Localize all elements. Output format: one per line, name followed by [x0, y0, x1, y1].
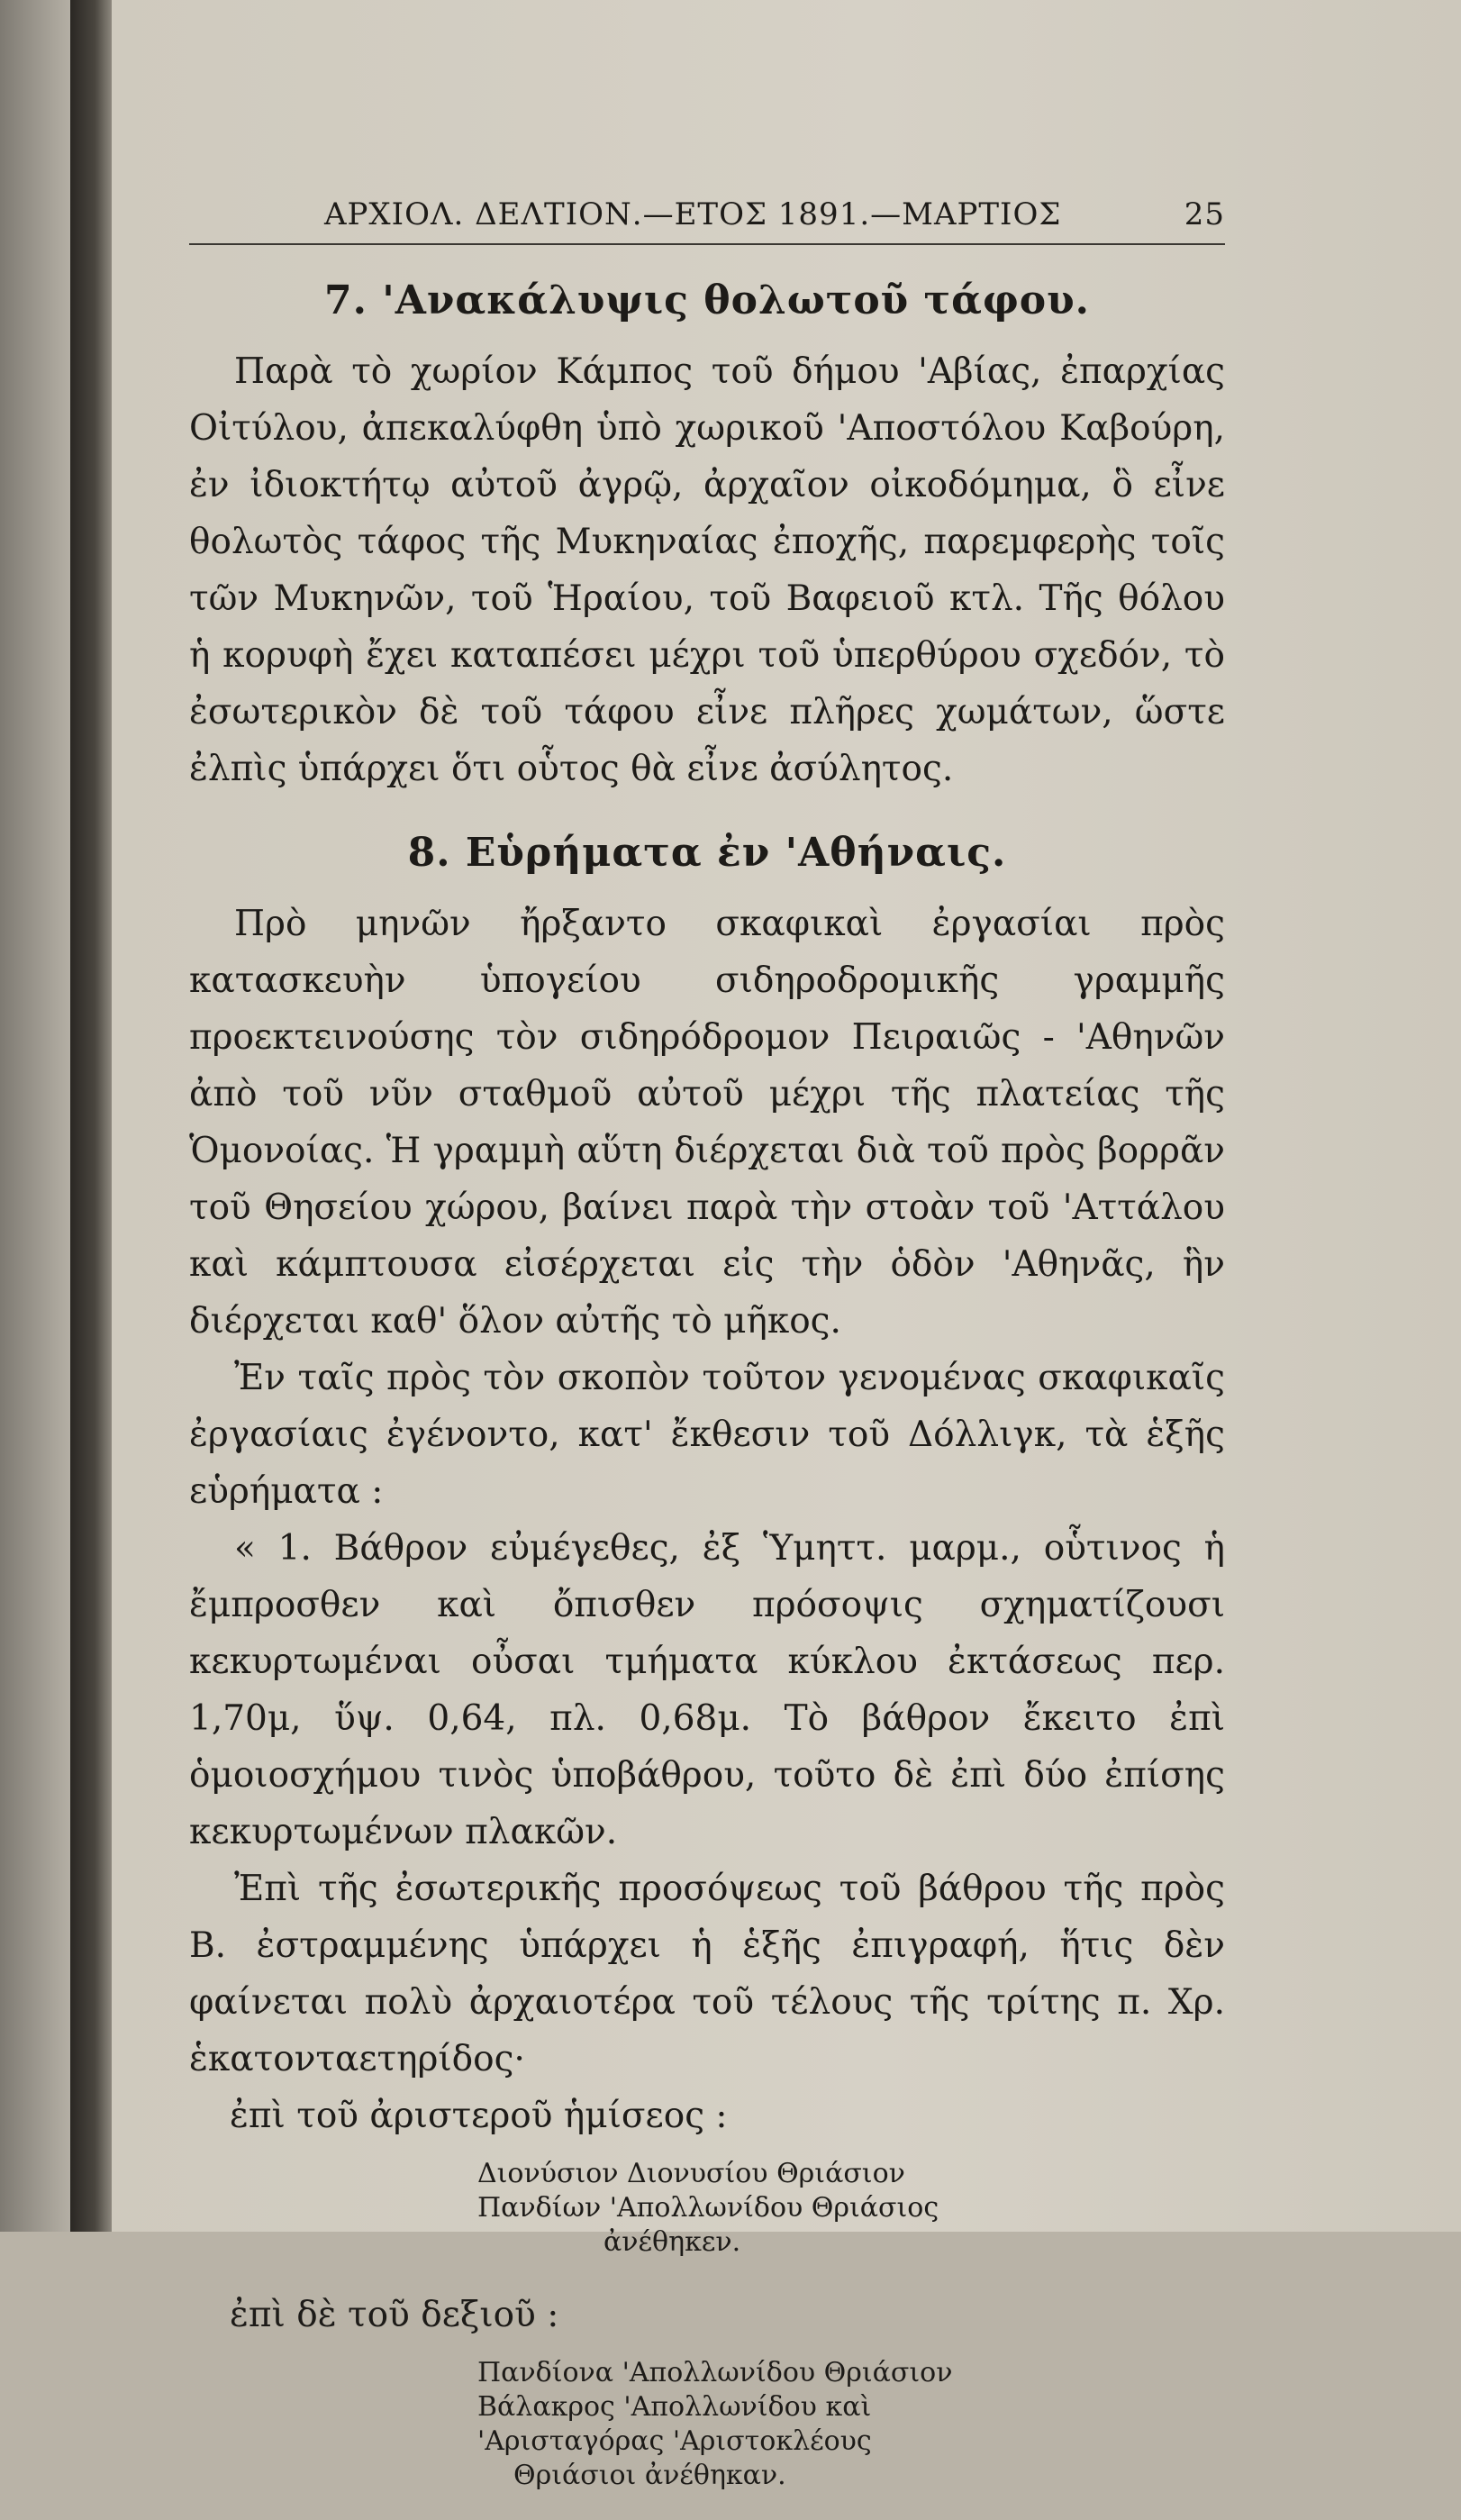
section-7-heading: 7. 'Ανακάλυψις θολωτοῦ τάφου. [323, 277, 1090, 323]
inscription-left-label: ἐπὶ τοῦ ἀριστεροῦ ἡμίσεος : [230, 2096, 728, 2136]
book-gutter [70, 0, 112, 2232]
inscription-right-line: Βάλακρος 'Απολλωνίδου καὶ [477, 2391, 872, 2423]
section-8-heading: 8. Εὑρήματα ἐν 'Αθήναις. [407, 830, 1007, 876]
running-head [189, 180, 1225, 245]
inscription-left-line: Διονύσιον Διονυσίου Θριάσιον [477, 2158, 905, 2189]
section-8-paragraph-1: Πρὸ μηνῶν ἤρξαντο σκαφικαὶ ἐργασίαι πρὸς κατασκευὴν ὑπογείου σιδηροδρομικῆς γραμμῆς προεκτεινούσης τὸν σιδηρόδρομον Πειραιῶς - 'Αθηνῶν ἀπὸ τοῦ νῦν σταθμοῦ αὐτοῦ μέχρι τῆς πλατείας τῆς Ὁμονοίας. Ἡ γραμμὴ αὕτη διέρχεται διὰ τοῦ πρὸς βορρᾶν τοῦ Θησείου χώρου, βαίνει παρὰ τὴν στοὰν τοῦ 'Αττάλου καὶ κάμπτουσα εἰσέρχεται εἰς τὴν ὁδὸν 'Αθηνᾶς, ἣν διέρχεται καθ' ὅλον αὐτῆς τὸ μῆκος. [189, 904, 1225, 1342]
inscription-left-line: ἀνέθηκεν. [603, 2226, 741, 2258]
inscription-right-line: 'Αρισταγόρας 'Αριστοκλέους [477, 2425, 872, 2457]
running-head-title: ΑΡΧΙΟΛ. ΔΕΛΤΙΟΝ.—ΕΤΟΣ 1891.—ΜΑΡΤΙΟΣ [324, 196, 1062, 232]
inscription-left-line: Πανδίων 'Απολλωνίδου Θριάσιος [477, 2192, 939, 2224]
section-8-paragraph-2: Ἐν ταῖς πρὸς τὸν σκοπὸν τοῦτον γενομένας σκαφικαῖς ἐργασίαις ἐγένοντο, κατ' ἔκθεσιν τοῦ Δόλλιγκ, τὰ ἑξῆς εὑρήματα : [189, 1358, 1225, 1512]
section-8-paragraph-4: Ἐπὶ τῆς ἐσωτερικῆς προσόψεως τοῦ βάθρου τῆς πρὸς Β. ἐστραμμένης ὑπάρχει ἡ ἑξῆς ἐπιγραφή, ἥτις δὲν φαίνεται πολὺ ἀρχαιοτέρα τοῦ τέλους τῆς τρίτης π. Χρ. ἑκατονταετηρίδος· [189, 1869, 1225, 2079]
section-8-paragraph-3: « 1. Βάθρον εὐμέγεθες, ἐξ Ὑμηττ. μαρμ., οὗτινος ἡ ἔμπροσθεν καὶ ὄπισθεν πρόσοψις σχηματίζουσι κεκυρτωμέναι οὖσαι τμήματα κύκλου ἐκτάσεως περ. 1,70μ, ὕψ. 0,64, πλ. 0,68μ. Τὸ βάθρον ἔκειτο ἐπὶ ὁμοιοσχήμου τινὸς ὑποβάθρου, τοῦτο δὲ ἐπὶ δύο ἐπίσης κεκυρτωμένων πλακῶν. [189, 1528, 1225, 1852]
page-content [189, 180, 1225, 2520]
inscription-left [189, 2157, 1225, 2260]
inscription-right-line: Θριάσιοι ἀνέθηκαν. [513, 2460, 786, 2491]
section-7-paragraph: Παρὰ τὸ χωρίον Κάμπος τοῦ δήμου 'Αβίας, ἐπαρχίας Οἰτύλου, ἀπεκαλύφθη ὑπὸ χωρικοῦ 'Αποστόλου Καβούρη, ἐν ἰδιοκτήτῳ αὐτοῦ ἀγρῷ, ἀρχαῖον οἰκοδόμημα, ὃ εἶνε θολωτὸς τάφος τῆς Μυκηναίας ἐποχῆς, παρεμφερὴς τοῖς τῶν Μυκηνῶν, τοῦ Ἡραίου, τοῦ Βαφειοῦ κτλ. Τῆς θόλου ἡ κορυφὴ ἔχει καταπέσει μέχρι τοῦ ὑπερθύρου σχεδόν, τὸ ἐσωτερικὸν δὲ τοῦ τάφου εἶνε πλῆρες χωμάτων, ὥστε ἐλπὶς ὑπάρχει ὅτι οὗτος θὰ εἶνε ἀσύλητος. [189, 351, 1225, 789]
page-number: 25 [1184, 196, 1225, 232]
inscription-right-label: ἐπὶ δὲ τοῦ δεξιοῦ : [230, 2295, 559, 2335]
inscription-right-line: Πανδίονα 'Απολλωνίδου Θριάσιον [477, 2357, 953, 2388]
inscription-right [189, 2356, 1225, 2493]
